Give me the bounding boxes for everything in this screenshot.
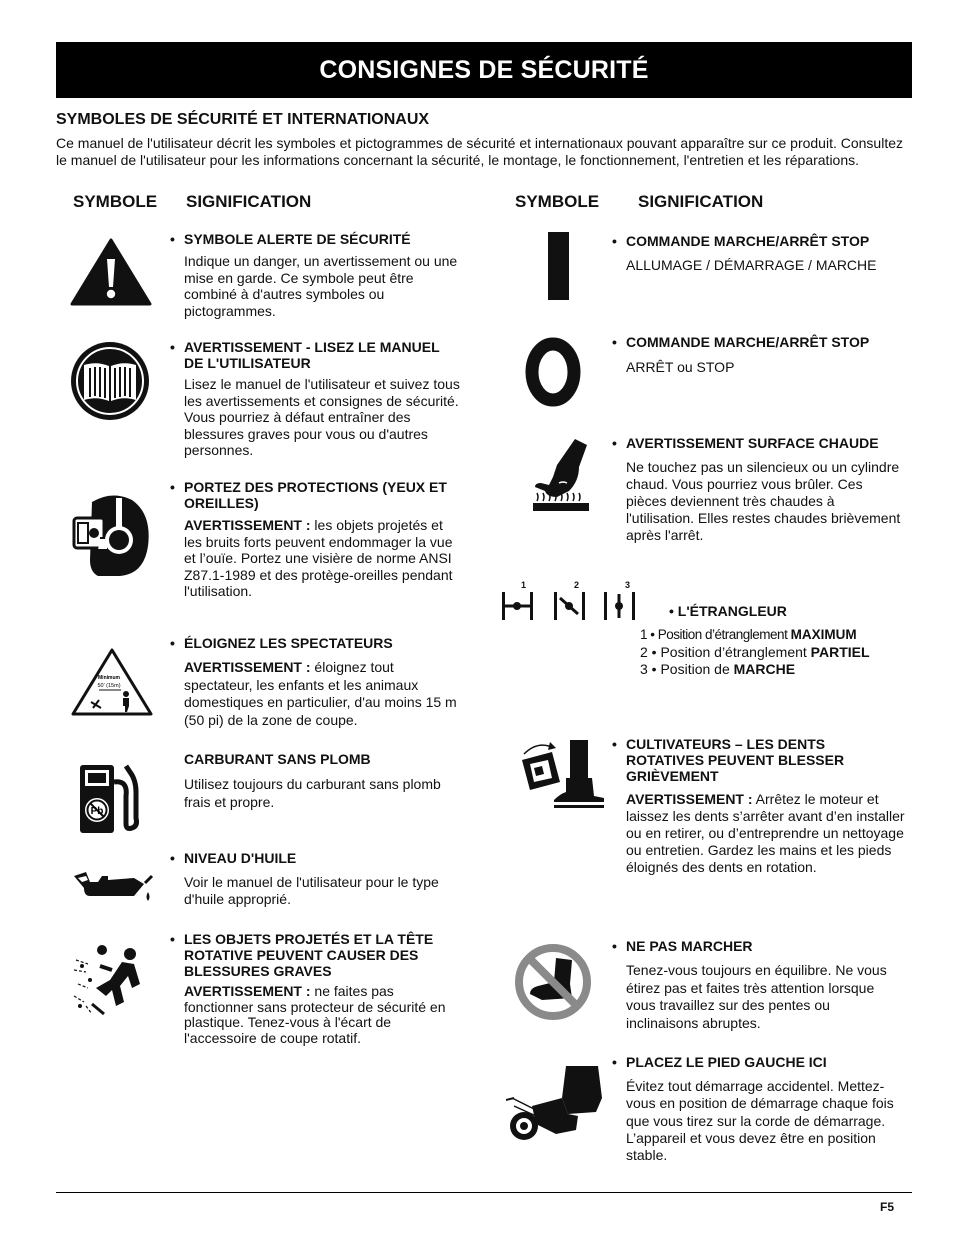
entry-title: AVERTISSEMENT SURFACE CHAUDE xyxy=(626,435,879,451)
bullet: • xyxy=(612,233,617,249)
off-symbol-icon xyxy=(525,336,581,408)
entry-body: Utilisez toujours du carburant sans plomb frais et propre. xyxy=(184,776,441,810)
bullet: • xyxy=(612,334,617,350)
entry-body: Arrêtez le moteur et laissez les dents s’arrêter avant d’en installer ou en retirer, ou d’entreprendre un nettoyage ou entretien. Gardez les mains et les pieds éloignés des dents en rotation. xyxy=(626,791,905,875)
choke-positions-icon xyxy=(500,590,640,622)
page-number: F5 xyxy=(880,1200,895,1214)
bullet: • xyxy=(170,850,175,866)
entry-lead: AVERTISSEMENT : xyxy=(184,983,311,999)
entry-title: NE PAS MARCHER xyxy=(626,938,753,954)
unleaded-fuel-icon xyxy=(78,762,144,834)
hot-surface-icon xyxy=(533,437,589,515)
section-title: SYMBOLES DE SÉCURITÉ ET INTERNATIONAUX xyxy=(56,111,430,128)
bullet: • xyxy=(612,938,617,954)
entry-body: ne faites pas fonctionner sans protecteur de sécurité en plastique. Tenez-vous à l'écart de l'accessoire de coupe rotatif. xyxy=(184,983,446,1046)
entry-protection xyxy=(170,479,460,600)
thrown-objects-icon xyxy=(72,940,152,1020)
entry-hot-surface xyxy=(612,435,906,544)
page-banner: CONSIGNES DE SÉCURITÉ xyxy=(56,42,912,98)
entry-title: COMMANDE MARCHE/ARRÊT STOP xyxy=(626,233,870,249)
keep-bystanders-away-icon xyxy=(71,648,153,716)
entry-unleaded-fuel xyxy=(184,751,460,811)
entry-body: Évitez tout démarrage accidentel. Mettez-vous en position de démarrage chaque fois que vous tirez sur la corde de démarrage. L’appareil et vous devez être en position stable. xyxy=(626,1078,894,1164)
svg-text:50' (15m): 50' (15m) xyxy=(97,683,121,689)
left-foot-here-icon xyxy=(506,1062,602,1144)
entry-title: LES OBJETS PROJETÉS ET LA TÊTE ROTATIVE PEUVENT CAUSER DES BLESSURES GRAVES xyxy=(184,931,434,979)
bullet: • xyxy=(612,1054,617,1070)
entry-safety-alert xyxy=(170,231,460,319)
entry-read-manual xyxy=(170,339,460,459)
entry-body: les objets projetés et les bruits forts peuvent endommager la vue et l’ouïe. Portez une visière de norme ANSI Z87.1-1989 et des protège-oreilles pendant l'utilisation. xyxy=(184,517,453,599)
choke-positions-list xyxy=(640,626,910,679)
entry-title: CARBURANT SANS PLOMB xyxy=(184,751,371,767)
entry-body: ALLUMAGE / DÉMARRAGE / MARCHE xyxy=(626,257,877,273)
bullet: • xyxy=(170,339,175,355)
entry-title: AVERTISSEMENT - LISEZ LE MANUEL DE L'UTILISATEUR xyxy=(184,339,440,371)
entry-body: ARRÊT ou STOP xyxy=(626,359,735,375)
oil-level-icon xyxy=(72,866,156,904)
bullet: • xyxy=(612,736,617,752)
entry-title: NIVEAU D'HUILE xyxy=(184,850,297,866)
footer-rule xyxy=(56,1192,912,1193)
entry-lead: AVERTISSEMENT : xyxy=(184,517,311,533)
right-meaning-header: SIGNIFICATION xyxy=(638,192,764,211)
entry-no-step xyxy=(612,938,906,1032)
safety-alert-icon xyxy=(70,237,152,307)
choke-position-2: 2 • Position d’étranglement PARTIEL xyxy=(640,643,870,660)
bullet: • xyxy=(170,635,175,651)
bystander-distance-label: Minimum xyxy=(98,675,120,681)
choke-title: • L'ÉTRANGLEUR xyxy=(669,603,787,619)
left-symbol-header: SYMBOLE xyxy=(73,192,158,211)
lead-free-label: Pb xyxy=(90,806,104,817)
entry-title: COMMANDE MARCHE/ARRÊT STOP xyxy=(626,334,870,350)
entry-body: Indique un danger, un avertissement ou une mise en garde. Ce symbole peut être combiné à d'autres symboles ou pictogrammes. xyxy=(184,253,458,319)
entry-body: Voir le manuel de l'utilisateur pour le type d'huile approprié. xyxy=(184,874,439,907)
entry-title: ÉLOIGNEZ LES SPECTATEURS xyxy=(184,635,393,651)
on-symbol-icon xyxy=(548,232,570,302)
entry-left-foot xyxy=(612,1054,906,1164)
choke-position-3: 3 • Position de MARCHE xyxy=(640,661,796,677)
read-manual-icon xyxy=(70,341,150,421)
right-symbol-header: SYMBOLE xyxy=(515,192,600,211)
entry-body: Ne touchez pas un silencieux ou un cylindre chaud. Vous pourriez vous brûler. Ces pièces deviennent très chaudes à l'utilisation. Elles restes chaudes brièvement après l'arrêt. xyxy=(626,459,901,543)
choke-position-1: 1 • Position d’étranglement MAXIMUM xyxy=(640,627,857,642)
entry-title: PORTEZ DES PROTECTIONS (YEUX ET OREILLES) xyxy=(184,479,447,511)
choke-number-3: 3 xyxy=(625,580,631,590)
rotating-tines-icon xyxy=(510,738,606,812)
entry-off-switch xyxy=(612,334,906,376)
entry-on-switch xyxy=(612,233,906,274)
entry-lead: AVERTISSEMENT : xyxy=(184,659,311,675)
intro-paragraph: Ce manuel de l'utilisateur décrit les symboles et pictogrammes de sécurité et internationaux pouvant apparaître sur ce produit. Consultez le manuel de l'utilisateur pour les informations concernant la sécurité, le montage, le fonctionnement, l'entretien et les réparations. xyxy=(56,135,903,168)
entry-thrown-objects xyxy=(170,931,464,1046)
entry-title: PLACEZ LE PIED GAUCHE ICI xyxy=(626,1054,827,1070)
bullet: • xyxy=(170,479,175,495)
entry-oil-level xyxy=(170,850,460,907)
entry-title: SYMBOLE ALERTE DE SÉCURITÉ xyxy=(184,231,411,247)
entry-bystanders xyxy=(170,635,460,729)
eye-ear-protection-icon xyxy=(72,494,152,578)
choke-number-1: 1 xyxy=(521,580,527,590)
entry-body: Lisez le manuel de l'utilisateur et suivez tous les avertissements et consignes de sécurité. Vous pourriez à défaut entraîner des blessures graves pour vous ou d'autres personnes. xyxy=(184,376,460,458)
entry-body: éloignez tout spectateur, les enfants et les animaux domestiques en particulier, d'au moins 15 m (50 pi) de la zone de coupe. xyxy=(184,659,457,728)
entry-rotating-tines xyxy=(612,736,906,876)
entry-title: CULTIVATEURS – LES DENTS ROTATIVES PEUVENT BLESSER GRIÈVEMENT xyxy=(626,736,845,784)
bullet: • xyxy=(170,931,175,947)
entry-lead: AVERTISSEMENT : xyxy=(626,791,753,807)
entry-body: Tenez-vous toujours en équilibre. Ne vous étirez pas et faites très attention lorsque vous travaillez sur des pentes ou inclinaisons abruptes. xyxy=(626,962,887,1031)
bullet: • xyxy=(170,231,175,247)
bullet: • xyxy=(612,435,617,451)
no-step-icon xyxy=(512,942,594,1022)
choke-number-2: 2 xyxy=(574,580,580,590)
left-meaning-header: SIGNIFICATION xyxy=(186,192,312,211)
